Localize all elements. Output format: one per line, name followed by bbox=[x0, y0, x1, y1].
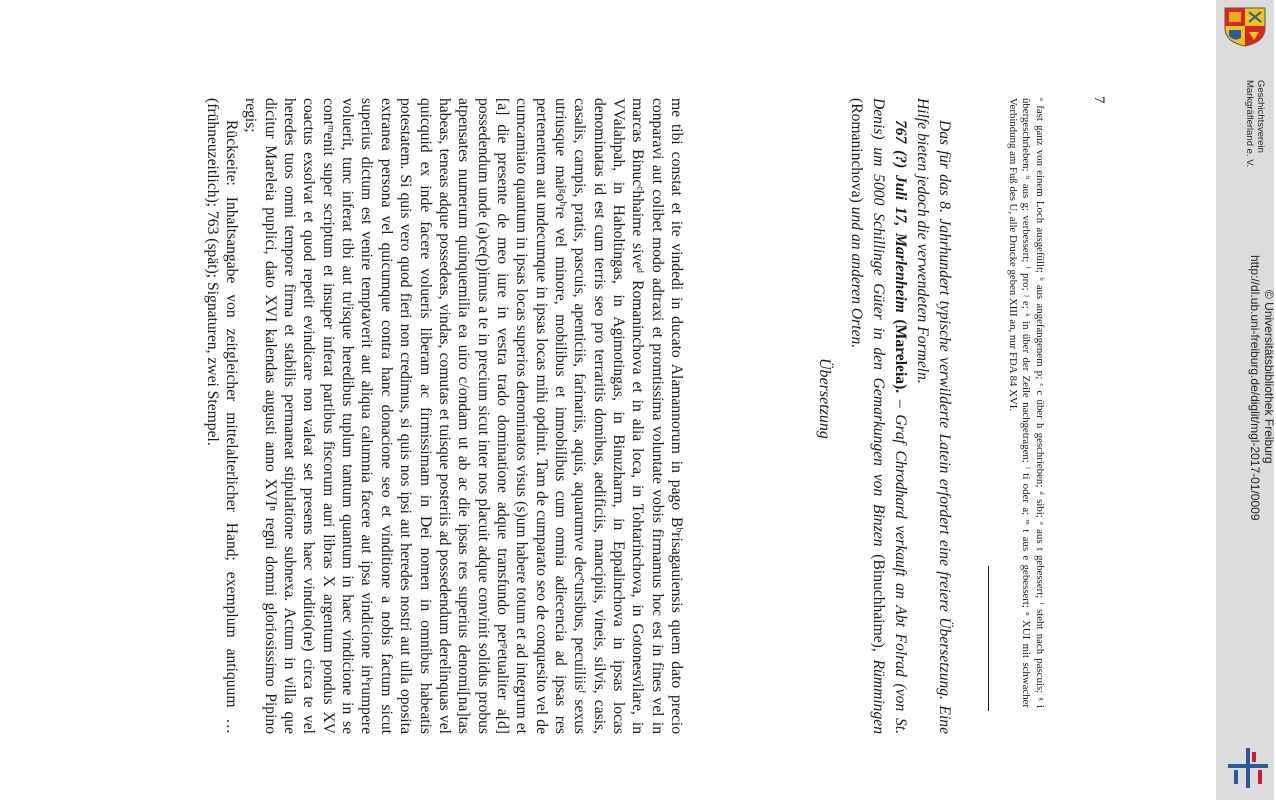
translation-intro: Das für das 8. Jahrhundert typische verwilderte Latein erfordert eine freiere Übersetzung. Eine Hilfe bieten jedoch die verwendeten Formeln. bbox=[914, 98, 953, 734]
coat-of-arms-icon[interactable] bbox=[1221, 6, 1269, 48]
society-name-line1: Geschichtsverein bbox=[1255, 80, 1266, 153]
translation-block bbox=[845, 98, 955, 734]
charter-text bbox=[202, 98, 686, 734]
entry-date: 767 (?) Juli 17, Marlenheim bbox=[892, 120, 909, 313]
translation-entry bbox=[845, 98, 911, 734]
copyright-credit: © Universitätsbibliothek Freiburg bbox=[1262, 290, 1276, 464]
entry-place-2-original: (Romaninchova) bbox=[848, 98, 865, 203]
charter-latin-paragraph: me tibi constat et ite vindedi in ducato Alamannorum in pago Bᵇrisagauiensis quem dato precio conparavi aut colibet modo adtraxi et promtissima voluntate vobis firmamus hoc est in fines vel in marcas Binucᶜhhaime siveᵈ Romaninchova et in alia loca, in Tohtarinchova, in Gotonesvilare, in VValahpah, in Haholtingas, in Agimotingas, in Binuzharm, in Eppalinchova in ipsas locas denominatas id est cum terris seo pro terraritis domibus, aedificiis, mancipiis, vineis, silvis, casis, casalis, campis, pratis, pascuis, apenticiis, farinariis, aquis, aquarumve decᵉursibus, pecuiliisᶠ sexus utriusque maiᵍoʰre vel minore, mobilibus et inmobilibus cum omnia adiecencia ad ipsas res pertenentem aut undecumque in ipsas locas mihi opdinit. Tam de cumparato seo de conquesito vel de cumcamiato quantum in ipsas locas superios denominatos visus (s)um habere totum et ad integrum et [a] die presente de meo iure in vestra trado dominatione adque transfundo perᵖetualiter a[d] possedendum unde (a)ce(p)imus a te in precium sicut inter nos placuit adque convinit solidus probus atpensates numerum quinquemilia ea uiro c/ondam ut ab ac die ipsas res superius denomi[na]tas habeas, teneas adque possedeas, vindas, comutas et tuisque posteriis ad possedendum derelinquas vel quicquid ex inde facere volueris liberam ac firmissimam in Dei nomen in omnibus habeatis potestatem. Si quis vero quod fieri non credimus, si quis nos ipsi aut heredes nostri aut ulla oposita extranea persona vel quicumque contra hanc donacione seo et vinditione a nobis factum sicut superius dictum est venire temptaverit aut aliqua calumnia facere aut ipsa vindicione inᵏrumpere voluerit, tunc inferat tibi aut tuˡisque heredibus tuplum tantum quantum in haec vindicione in se contᵐenit super scriptum et insuper inferat partibus fiscorum auri libras X argentum pondus XV coactus exsolvat et quod repetit evindicare non valeat set presens haec vinditio(ne) circa te vel heredes tuos omni tempore firma et stabilis permaneat stipulatione subnexa. Actum in villa que dicitur Mareleia puplici, dato XVI kalendas augusti anno XVIⁿ regni domni gloriosissimo Pipino regis; bbox=[242, 98, 685, 734]
society-name-line2: Markgräflerland e. V. bbox=[1244, 80, 1255, 168]
page-number: 7 bbox=[1091, 96, 1107, 104]
entry-place: (Mareleia). bbox=[892, 319, 909, 394]
translation-heading: Übersetzung bbox=[816, 358, 833, 439]
footnotes: ᵃ fast ganz von einem Loch ausgefüllt; ᵇ aus angefangenem p; ᶜ c über h geschrieben; ᵈ sibi; ᵉ aus t gebessert; ᶠ steht nach pascuis; ᵍ i übergeschrieben; ʰ aus g; verbessert; ⁱ pro; ʲ e; ᵏ in über der Zeile nachgetragen; ˡ ti oder a; ᵐ t aus e gebessert; ⁿ XUI mit schwacher Verbindung am Fuß des U, alle Drucke geben XIII an, nur FDA 84 XVI. bbox=[1006, 98, 1046, 708]
ub-freiburg-logo-icon[interactable] bbox=[1226, 746, 1270, 790]
society-label[interactable] bbox=[1244, 80, 1266, 240]
charter-reverse-note: Rückseite: Inhaltsangabe von zeitgleicher mittelalterlicher Hand; exemplum antiquum …(frühneuzeitlich); 763 (spät); Signaturen, zwei Stempel. bbox=[203, 98, 241, 734]
entry-place-2: Rümmingen bbox=[870, 659, 887, 734]
entry-ending: und an anderen Orten. bbox=[848, 206, 865, 349]
entry-place-original: (Binuchhaime), bbox=[870, 554, 887, 652]
entry-summary: – Graf Chrodhard verkauft an Abt Folrad (von St. Denis) um 5000 Schillinge Güter in den Gemarkungen von Binzen bbox=[870, 98, 909, 734]
footnote-divider bbox=[988, 566, 989, 711]
permalink-url[interactable]: http://dl.ub.uni-freiburg.de/diglit/mgl-2017-01/0009 bbox=[1248, 255, 1262, 521]
